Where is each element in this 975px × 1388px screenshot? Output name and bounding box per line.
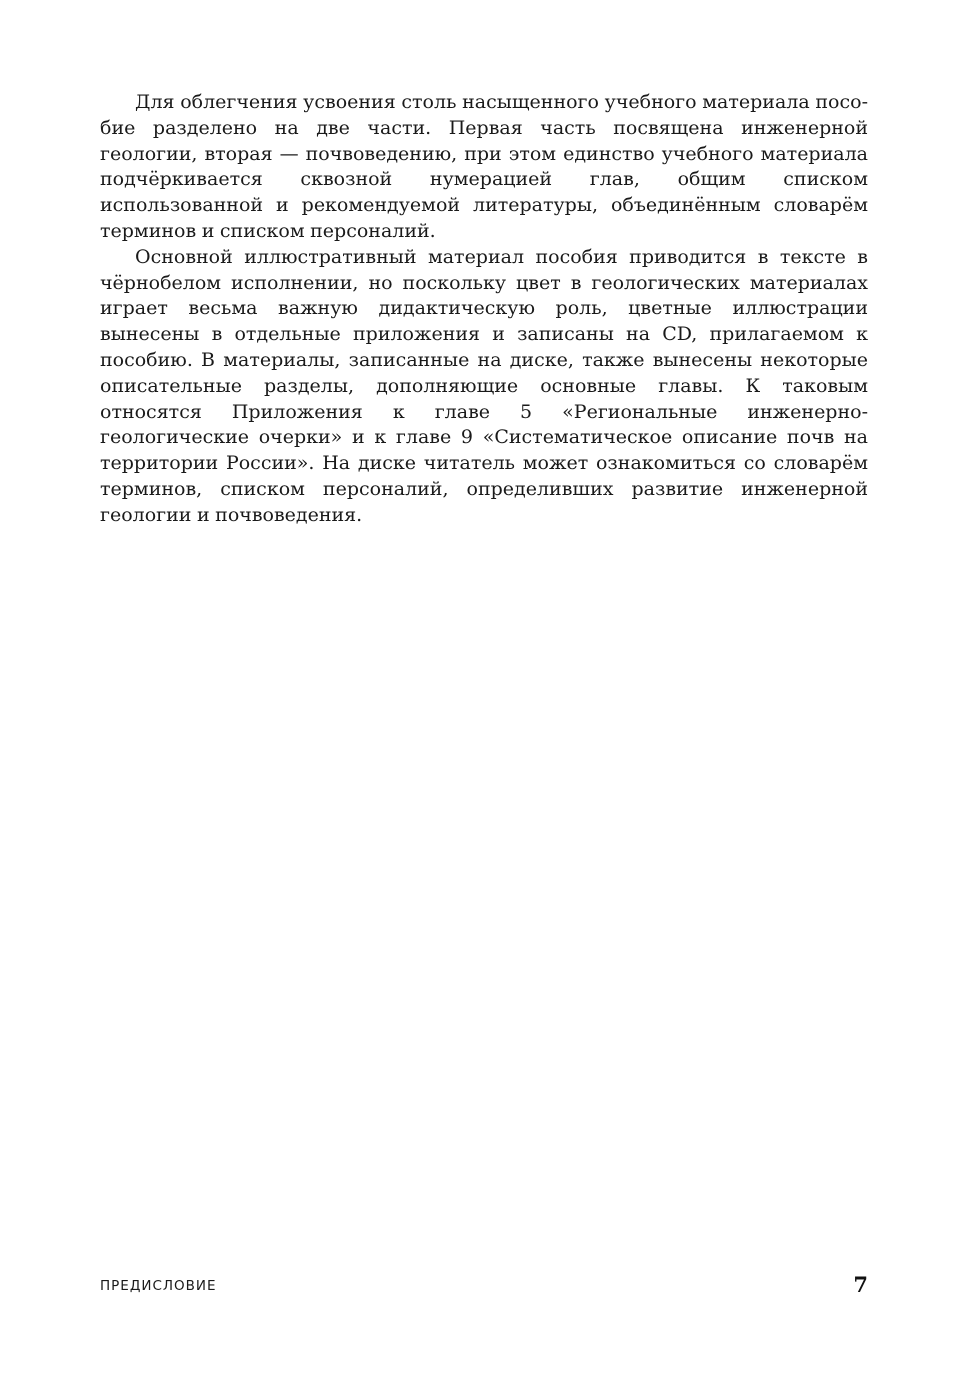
page-footer <box>100 1272 868 1302</box>
running-head: ПРЕДИСЛОВИЕ <box>100 1278 217 1294</box>
paragraph-1: Для облегчения усвоения столь насыщенного учебного материала пособие разделено на две части. Первая часть посвящена инженерной геологии, вторая — почвоведению, при этом единство учебного материала подчёркивается сквозной нумерацией глав, общим списком использованной и рекомендуемой литературы, объединённым словарём терминов и списком персоналий. <box>100 91 868 242</box>
page-number: 7 <box>853 1272 868 1297</box>
page-body <box>100 90 868 529</box>
paragraph-2: Основной иллюстративный материал пособия приводится в тексте в чёрнобелом исполнении, но поскольку цвет в геологических материалах играет весьма важную дидактическую роль, цветные иллюстрации вынесены в отдельные приложения и записаны на CD, прилагаемом к пособию. В материалы, записанные на диске, также вынесены некоторые описательные разделы, дополняющие основные главы. К таковым относятся Приложения к главе 5 «Региональные инженерно-геологические очерки» и к главе 9 «Систематическое описание почв на территории России». На диске читатель может ознакомиться со словарём терминов, списком персоналий, определивших развитие инженерной геологии и почвоведения. <box>100 245 868 526</box>
